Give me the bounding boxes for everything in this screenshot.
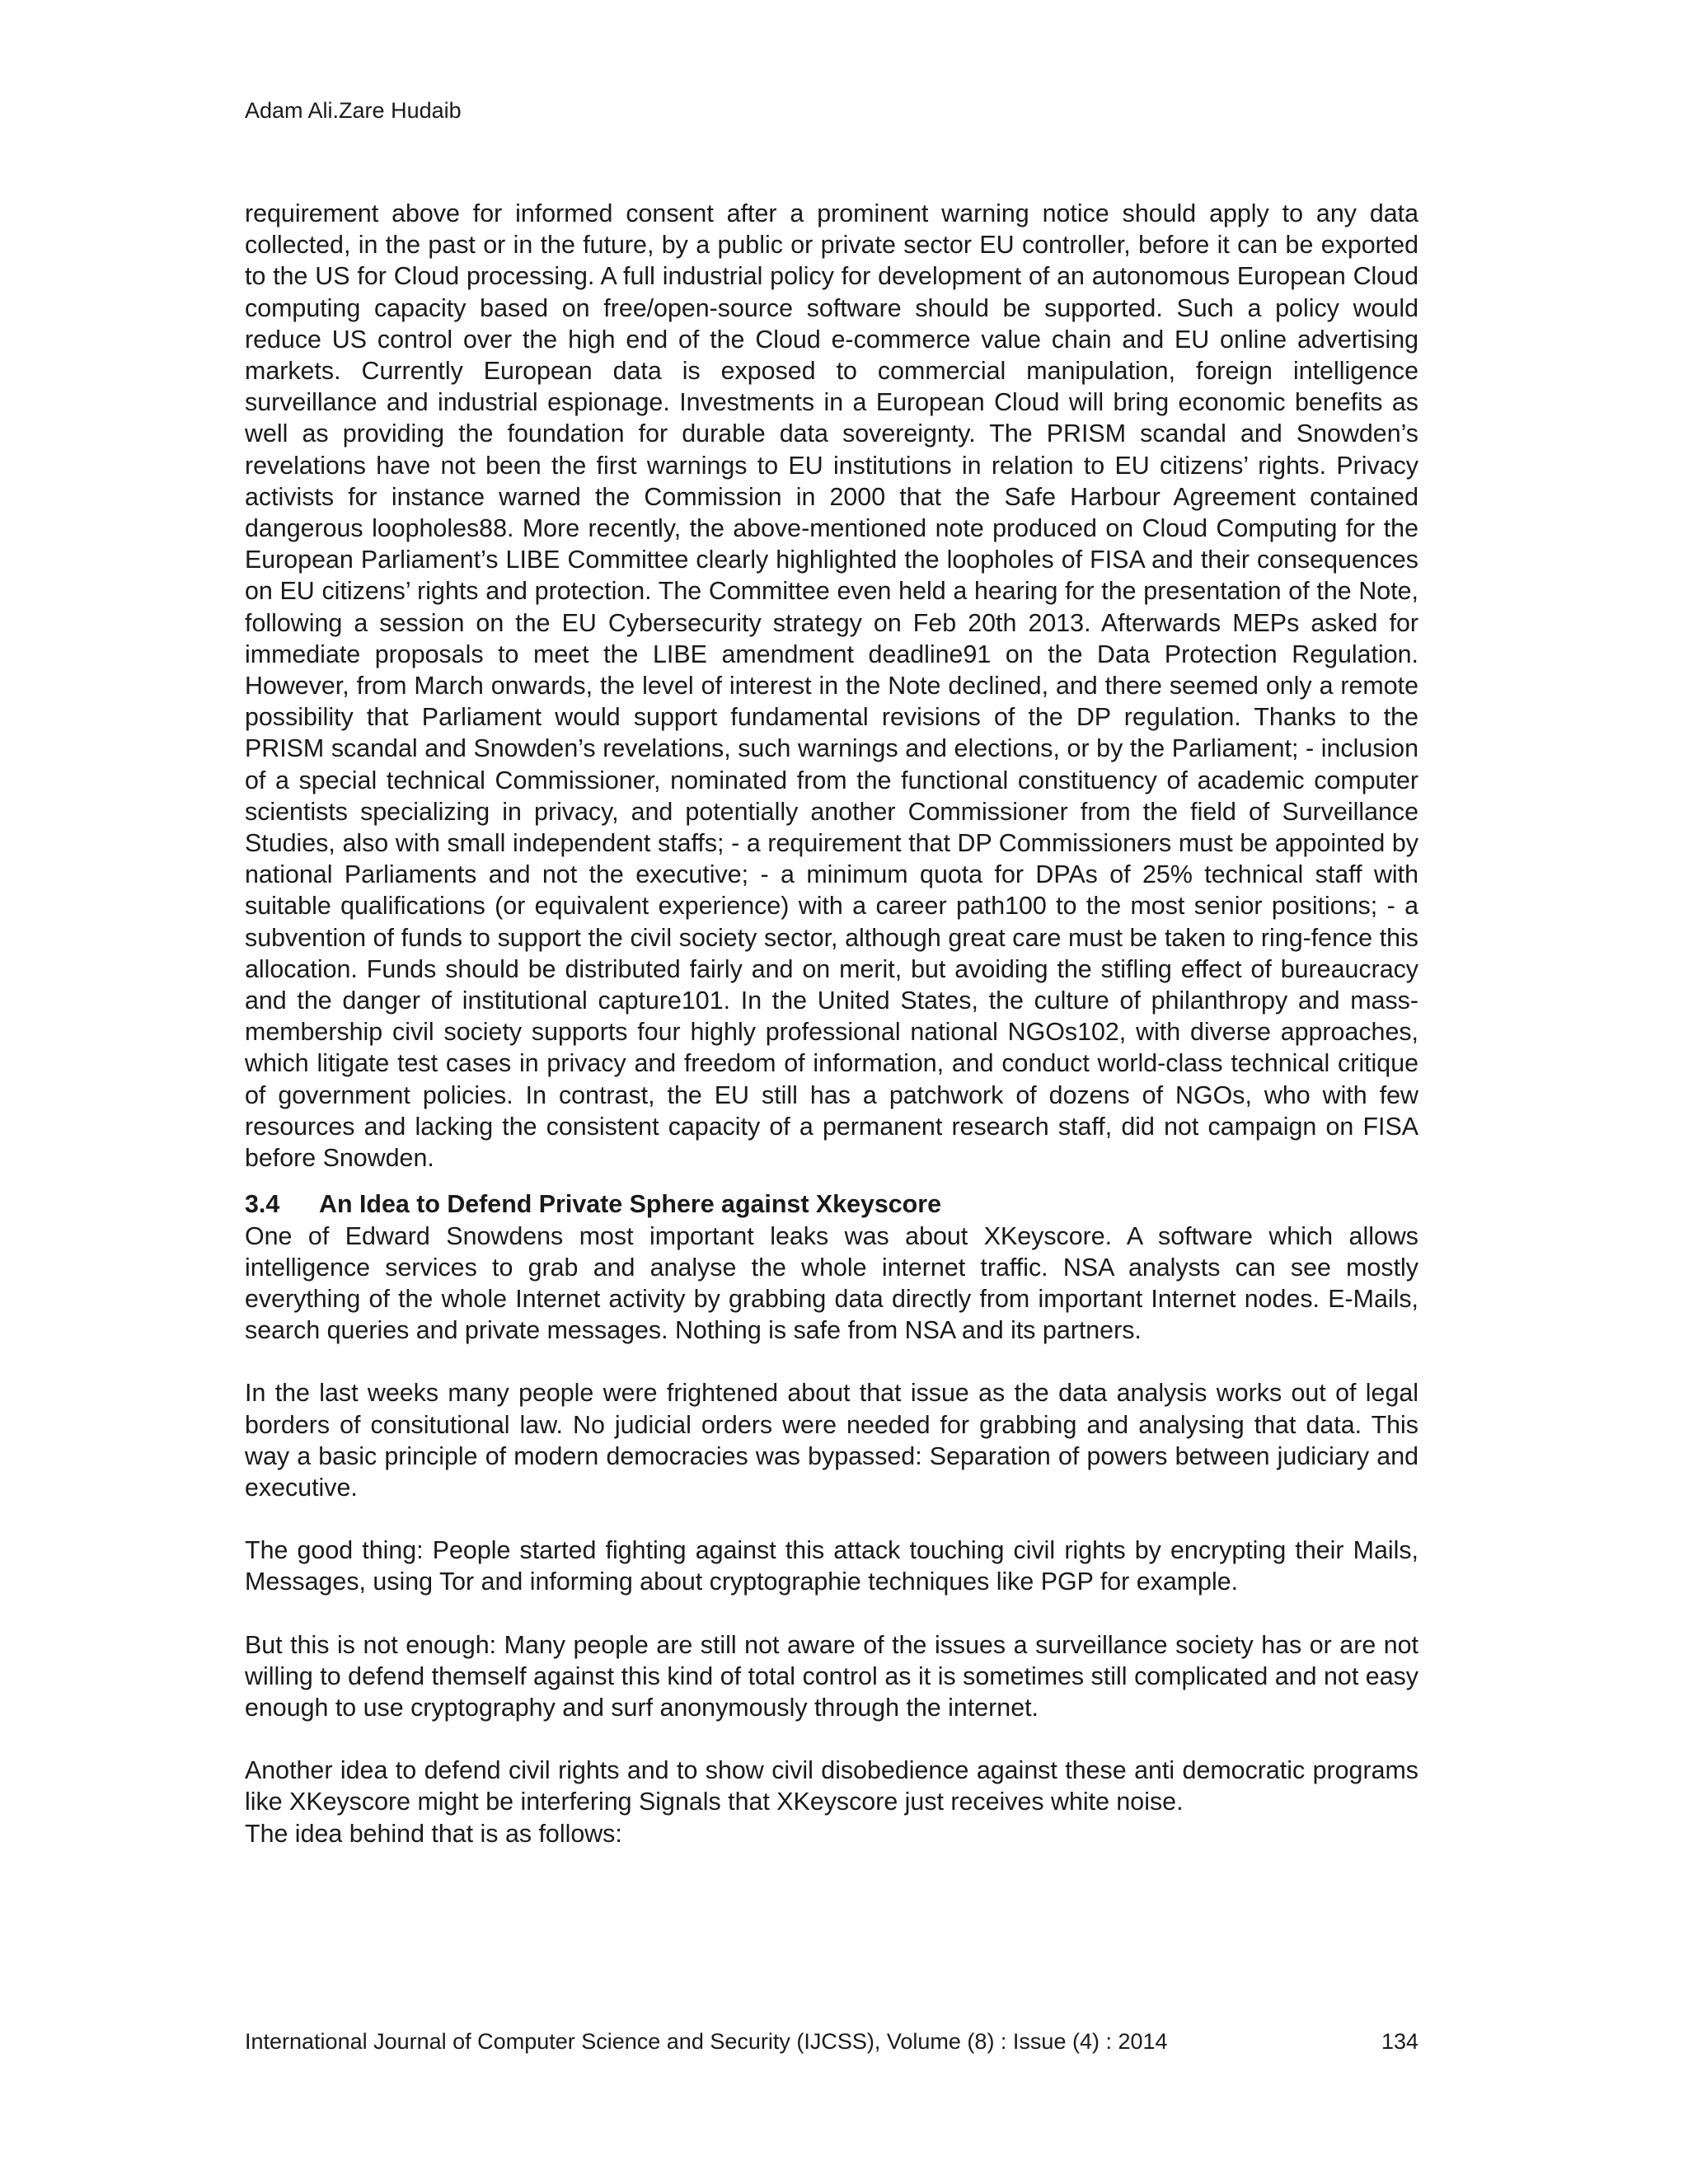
body-paragraph: Another idea to defend civil rights and to show civil disobedience against these anti democratic programs like XKeyscore might be interfering Signals that XKeyscore just receives white noise. [245,1756,1418,1816]
running-footer [245,2028,1418,2055]
article-body [245,198,1418,1849]
running-header-author: Adam Ali.Zare Hudaib [245,98,462,123]
body-paragraph: requirement above for informed consent after a prominent warning notice should apply to any data collected, in the past or in the future, by a public or private sector EU controller, before it can be exported to the US for Cloud processing. A full industrial policy for development of an autonomous European Cloud computing capacity based on free/open-source software should be supported. Such a policy would reduce US control over the high end of the Cloud e-commerce value chain and EU online advertising markets. Currently European data is exposed to commercial manipulation, foreign intelligence surveillance and industrial espionage. Investments in a European Cloud will bring economic benefits as well as providing the foundation for durable data sovereignty. The PRISM scandal and Snowden’s revelations have not been the first warnings to EU institutions in relation to EU citizens’ rights. Privacy activists for instance warned the Commission in 2000 that the Safe Harbour Agreement contained dangerous loopholes88. More recently, the above-mentioned note produced on Cloud Computing for the European Parliament’s LIBE Committee clearly highlighted the loopholes of FISA and their consequences on EU citizens’ rights and protection. The Committee even held a hearing for the presentation of the Note, following a session on the EU Cybersecurity strategy on Feb 20th 2013. Afterwards MEPs asked for immediate proposals to meet the LIBE amendment deadline91 on the Data Protection Regulation. However, from March onwards, the level of interest in the Note declined, and there seemed only a remote possibility that Parliament would support fundamental revisions of the DP regulation. Thanks to the PRISM scandal and Snowden’s revelations, such warnings and elections, or by the Parliament; - inclusion of a special technical Commissioner, nominated from the functional constituency of academic computer scientists specializing in privacy, and potentially another Commissioner from the field of Surveillance Studies, also with small independent staffs; - a requirement that DP Commissioners must be appointed by national Parliaments and not the executive; - a minimum quota for DPAs of 25% technical staff with suitable qualifications (or equivalent experience) with a career path100 to the most senior positions; - a subvention of funds to support the civil society sector, although great care must be taken to ring-fence this allocation. Funds should be distributed fairly and on merit, but avoiding the stifling effect of bureaucracy and the danger of institutional capture101. In the United States, the culture of philanthropy and mass-membership civil society supports four highly professional national NGOs102, with diverse approaches, which litigate test cases in privacy and freedom of information, and conduct world-class technical critique of government policies. In contrast, the EU still has a patchwork of dozens of NGOs, who with few resources and lacking the consistent capacity of a permanent research staff, did not campaign on FISA before Snowden. [245,199,1418,1173]
page-number: 134 [1381,2029,1418,2054]
body-paragraph: The good thing: People started fighting against this attack touching civil rights by encrypting their Mails, Messages, using Tor and informing about cryptographie techniques like PGP for example. [245,1536,1418,1596]
section-number: 3.4 [245,1190,280,1219]
journal-citation: International Journal of Computer Science and Security (IJCSS), Volume (8) : Issue (4) : 2014 [245,2029,1168,2054]
section-title: An Idea to Defend Private Sphere against Xkeyscore [319,1190,941,1219]
section-heading [245,1188,1418,1220]
body-paragraph: But this is not enough: Many people are still not aware of the issues a surveillance society has or are not willing to defend themself against this kind of total control as it is sometimes still complicated and not easy enough to use cryptography and surf anonymously through the internet. [245,1630,1418,1722]
body-paragraph: In the last weeks many people were frightened about that issue as the data analysis works out of legal borders of consitutional law. No judicial orders were needed for grabbing and analysing that data. This way a basic principle of modern democracies was bypassed: Separation of powers between judiciary and executive. [245,1379,1418,1502]
body-paragraph-continuation: The idea behind that is as follows: [245,1819,622,1848]
body-paragraph: One of Edward Snowdens most important leaks was about XKeyscore. A software which allows intelligence services to grab and analyse the whole internet traffic. NSA analysts can see mostly everything of the whole Internet activity by grabbing data directly from important Internet nodes. E-Mails, search queries and private messages. Nothing is safe from NSA and its partners. [245,1221,1418,1345]
